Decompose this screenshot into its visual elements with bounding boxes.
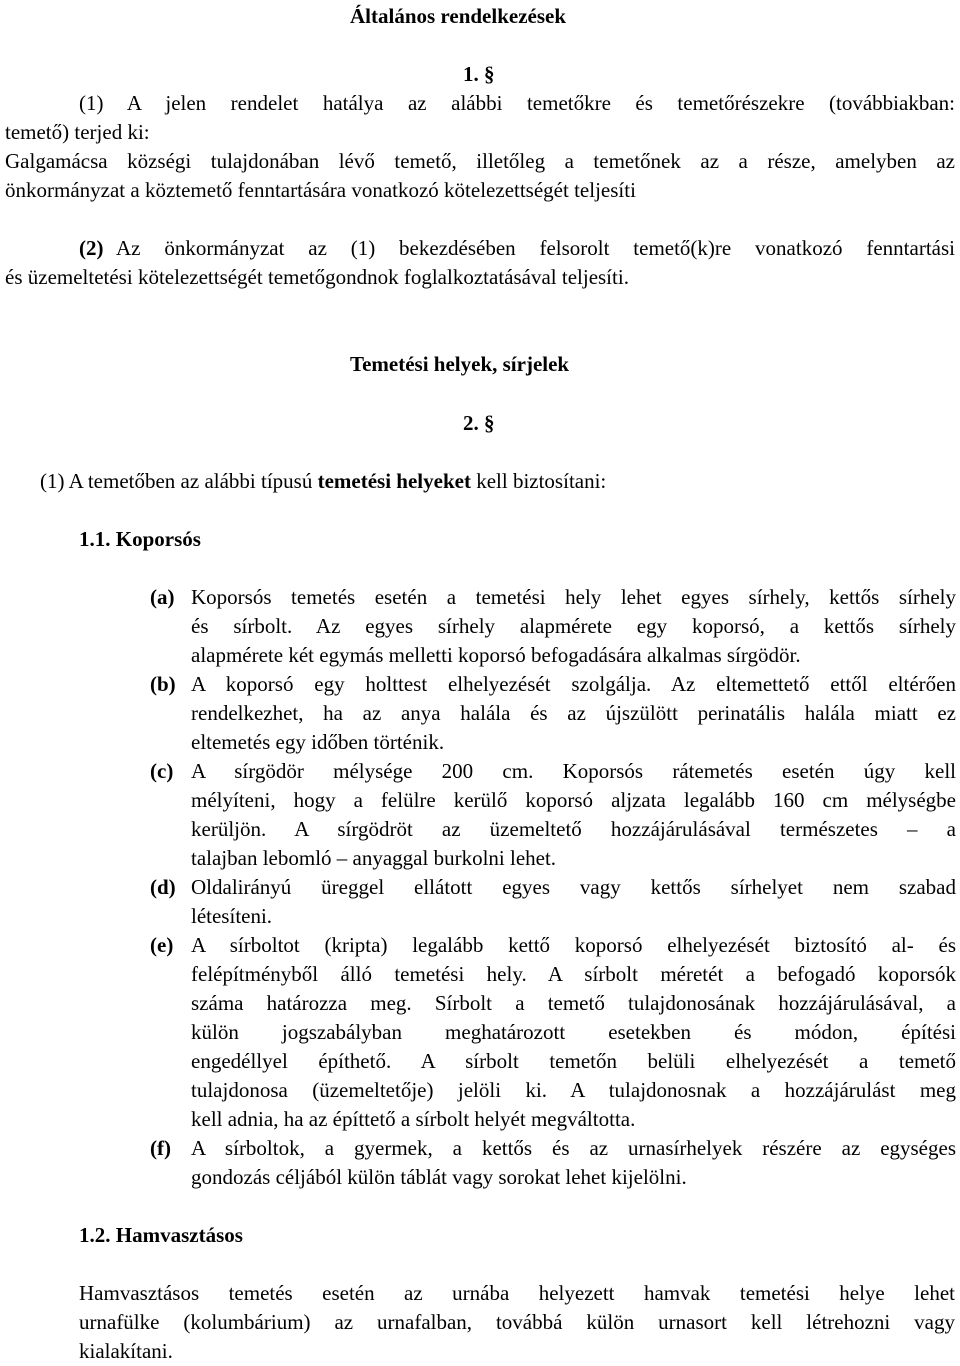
para2-label: (2) bbox=[79, 236, 104, 260]
item-c-line-3: kerüljön. A sírgödröt az üzemeltető hozzájárulásával természetes – a bbox=[191, 817, 956, 841]
para1-line-2: temető) terjed ki: bbox=[5, 120, 150, 144]
item-marker-b: (b) bbox=[150, 672, 176, 696]
para2-line-2: és üzemeltetési kötelezettségét temetőgondnok foglalkoztatásával teljesíti. bbox=[5, 265, 629, 289]
cremation-line-1: Hamvasztásos temetés esetén az urnába helyezett hamvak temetési helye lehet bbox=[79, 1281, 955, 1305]
item-c-line-1: A sírgödör mélysége 200 cm. Koporsós rátemetés esetén úgy kell bbox=[191, 759, 956, 783]
item-d-line-1: Oldalirányú üreggel ellátott egyes vagy kettős sírhelyet nem szabad bbox=[191, 875, 956, 899]
intro-bold: temetési helyeket bbox=[317, 469, 471, 493]
section-heading-general: Általános rendelkezések bbox=[350, 4, 567, 28]
item-marker-f: (f) bbox=[150, 1136, 171, 1160]
item-c-line-2: mélyíteni, hogy a felülre kerülő koporsó aljzata legalább 160 cm mélységbe bbox=[191, 788, 956, 812]
subheading-coffin: 1.1. Koporsós bbox=[79, 527, 201, 551]
item-d-line-2: létesíteni. bbox=[191, 904, 273, 928]
item-marker-a: (a) bbox=[150, 585, 175, 609]
para2-line-1: Az önkormányzat az (1) bekezdésében felsorolt temető(k)re vonatkozó fenntartási bbox=[116, 236, 955, 260]
section-number-2: 2. § bbox=[463, 411, 495, 435]
item-marker-e: (e) bbox=[150, 933, 174, 957]
item-b-line-3: eltemetés egy időben történik. bbox=[191, 730, 445, 754]
section-heading-burial-places: Temetési helyek, sírjelek bbox=[350, 352, 570, 376]
para1-line-1: (1) A jelen rendelet hatálya az alábbi temetőkre és temetőrészekre (továbbiakban: bbox=[79, 91, 955, 115]
item-marker-d: (d) bbox=[150, 875, 176, 899]
item-a-line-2: és sírbolt. Az egyes sírhely alapmérete egy koporsó, a kettős sírhely bbox=[191, 614, 956, 638]
item-a-line-1: Koporsós temetés esetén a temetési hely lehet egyes sírhely, kettős sírhely bbox=[191, 585, 956, 609]
item-f-line-1: A sírboltok, a gyermek, a kettős és az urnasírhelyek részére az egységes bbox=[191, 1136, 956, 1160]
para1-line-3: Galgamácsa községi tulajdonában lévő temető, illetőleg a temetőnek az a része, amelyben az bbox=[5, 149, 955, 173]
item-b-line-1: A koporsó egy holttest elhelyezését szolgálja. Az eltemettető ettől eltérően bbox=[191, 672, 956, 696]
item-a-line-3: alapmérete két egymás melletti koporsó befogadására alkalmas sírgödör. bbox=[191, 643, 801, 667]
item-e-line-6: tulajdonosa (üzemeltetője) jelöli ki. A tulajdonosnak a hozzájárulást meg bbox=[191, 1078, 956, 1102]
intro-prefix: (1) A temetőben az alábbi típusú bbox=[40, 469, 318, 493]
para1-line-4: önkormányzat a köztemető fenntartására vonatkozó kötelezettségét teljesíti bbox=[5, 178, 636, 202]
item-e-line-7: kell adnia, ha az építtető a sírbolt helyét megváltotta. bbox=[191, 1107, 636, 1131]
cremation-line-2: urnafülke (kolumbárium) az urnafalban, továbbá külön urnasort kell létrehozni vagy bbox=[79, 1310, 955, 1334]
item-e-line-5: engedéllyel építhető. A sírbolt temetőn belüli elhelyezését a temető bbox=[191, 1049, 956, 1073]
section2-intro bbox=[40, 467, 606, 496]
section-number-1: 1. § bbox=[463, 62, 495, 86]
intro-suffix: kell biztosítani: bbox=[470, 469, 607, 493]
subheading-cremation: 1.2. Hamvasztásos bbox=[79, 1223, 243, 1247]
item-c-line-4: talajban lebomló – anyaggal burkolni lehet. bbox=[191, 846, 557, 870]
item-marker-c: (c) bbox=[150, 759, 174, 783]
item-b-line-2: rendelkezhet, ha az anya halála és az újszülött perinatális halála miatt ez bbox=[191, 701, 956, 725]
item-e-line-2: felépítményből álló temetési hely. A sírbolt méretét a befogadó koporsók bbox=[191, 962, 956, 986]
item-e-line-4: külön jogszabályban meghatározott esetekben és módon, építési bbox=[191, 1020, 956, 1044]
cremation-line-3: kialakítani. bbox=[79, 1339, 173, 1363]
item-e-line-3: száma határozza meg. Sírbolt a temető tulajdonosának hozzájárulásával, a bbox=[191, 991, 956, 1015]
item-e-line-1: A sírboltot (kripta) legalább kettő koporsó elhelyezését biztosító al- és bbox=[191, 933, 956, 957]
item-f-line-2: gondozás céljából külön táblát vagy sorokat lehet kijelölni. bbox=[191, 1165, 687, 1189]
